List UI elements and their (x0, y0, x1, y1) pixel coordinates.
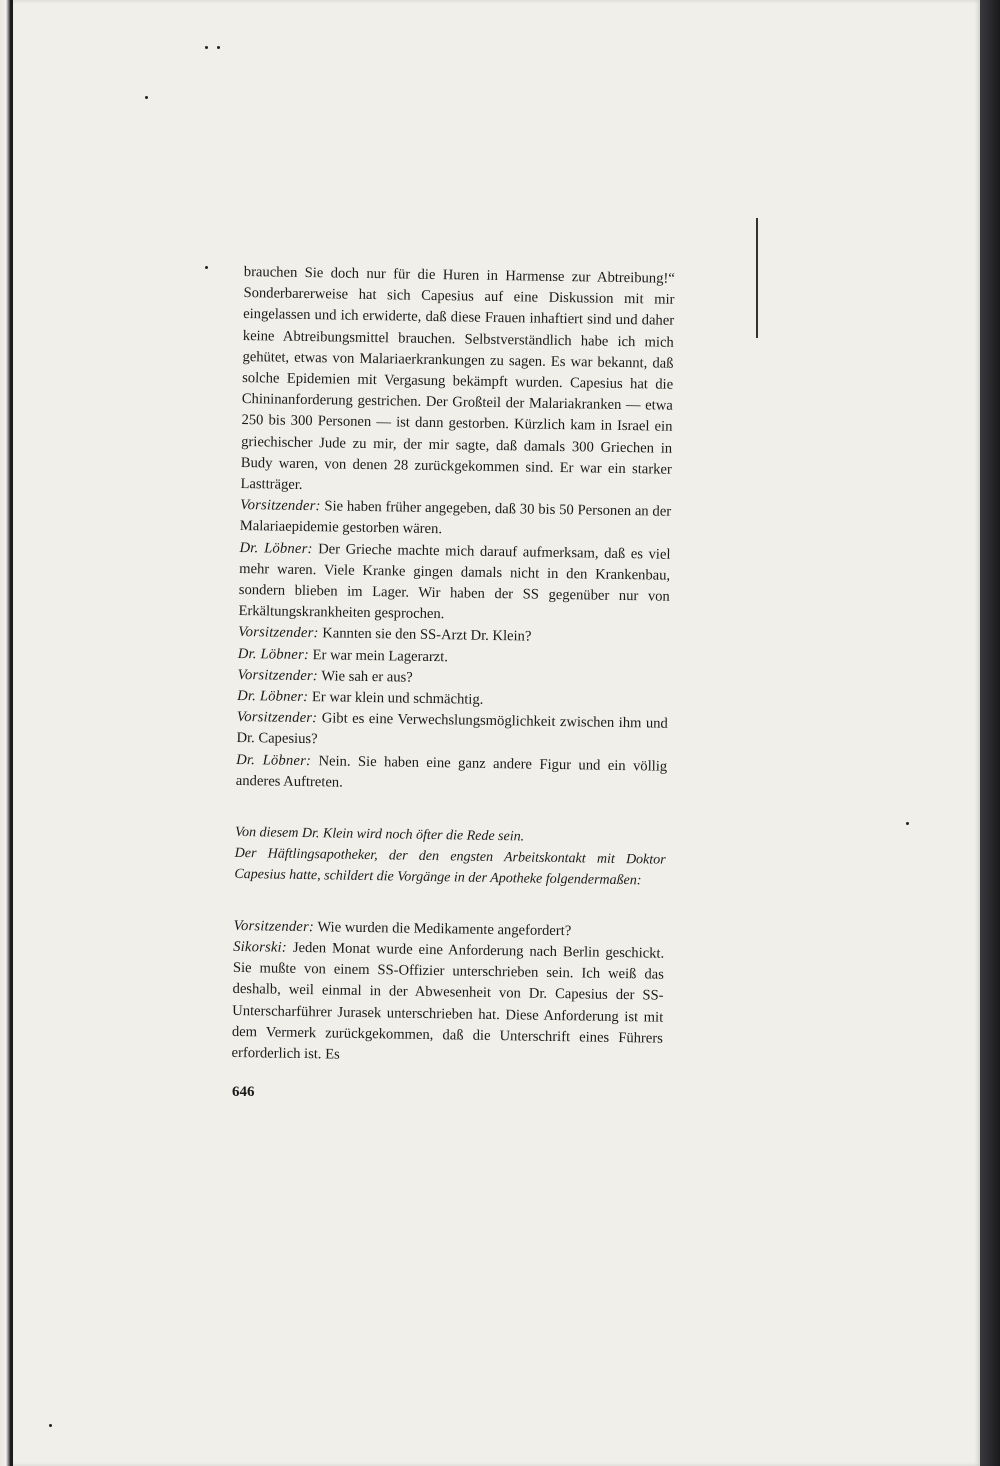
dialogue-line (236, 707, 668, 756)
speaker-label: Vorsitzender: (236, 709, 318, 727)
speaker-label: Dr. Löbner: (237, 688, 309, 706)
dialogue-text: Sie haben früher angegeben, daß 30 bis 50 Personen an der Malariaepidemie gestorben wären. (239, 498, 672, 538)
dialogue-line (238, 538, 670, 630)
speaker-label: Vorsitzender: (233, 917, 315, 935)
dialogue-text: Jeden Monat wurde eine Anforderung nach Berlin geschickt. Sie mußte von einem SS-Offizier unterschrieben sein. Ich weiß das deshalb, weil einmal in der Abwesenheit von Dr. Capesius der SS-Unterscharführer Jurasek unterschrieben hat. Diese Anforderung ist mit dem Vermerk zurückgekommen, daß die Unterschrift eines Führers erforderlich ist. Es (231, 939, 665, 1063)
speck (205, 46, 208, 49)
speaker-label: Dr. Löbner: (236, 751, 312, 769)
dialogue-text: Er war klein und schmächtig. (311, 689, 484, 708)
adjacent-page-edge (0, 0, 10, 1466)
speaker-label: Dr. Löbner: (239, 539, 313, 557)
dialogue-text: Der Grieche machte mich darauf aufmerksam, daß es viel mehr waren. Viele Kranke gingen damals nicht in den Krankenbau, sondern blieben im Lager. Wir haben der SS gegenüber nur von Erkältungskrankheiten gesprochen. (238, 540, 671, 623)
dialogue-line (240, 495, 672, 544)
speck (145, 96, 148, 99)
dialogue-text: Nein. Sie haben eine ganz andere Figur und ein völlig anderes Auftreten. (235, 752, 668, 791)
speaker-label: Vorsitzender: (238, 624, 319, 642)
margin-mark (756, 218, 758, 338)
speaker-label: Sikorski: (233, 938, 288, 956)
speck (49, 1424, 52, 1427)
narration-line: Der Häftlingsapotheker, der den engsten Arbeitskontakt mit Doktor Capesius hatte, schildert die Vorgänge in der Apotheke folgendermaßen: (234, 846, 666, 889)
dialogue-text: Wie wurden die Medikamente angefordert? (317, 918, 572, 939)
speaker-label: Vorsitzender: (237, 666, 319, 685)
dialogue-text: Wie sah er aus? (321, 668, 413, 686)
dialogue-text: Gibt es eine Verwechslungsmöglichkeit zwischen ihm und Dr. Capesius? (236, 710, 668, 748)
speaker-label: Dr. Löbner: (237, 645, 310, 663)
dialogue-line (231, 937, 664, 1071)
scan-right-edge (980, 0, 1000, 1466)
dialogue-text: Er war mein Lagerarzt. (312, 646, 449, 665)
page-number: 646 (232, 1084, 255, 1100)
main-text (231, 262, 675, 1071)
speck (906, 822, 909, 825)
dialogue-line (236, 750, 668, 799)
speaker-label: Vorsitzender: (240, 497, 321, 515)
paragraph-opening: brauchen Sie doch nur für die Huren in Harmense zur Abtreibung!“ Sonderbarerweise hat sich Capesius auf eine Diskussion mit mir eingelassen und ich erwiderte, daß diese Frauen inhaftiert sind und daher keine Abtreibungsmittel brauchen. Selbstverständlich habe ich mich gehütet, etwas von Malariaerkrankungen zu sagen. Es war bekannt, daß solche Epidemien mit Vergasung bekämpft wurden. Capesius hat die Chininanforderung gestrichen. Der Großteil der Malariakranken — etwa 250 bis 300 Personen — ist dann gestorben. Kürzlich kam in Israel ein griechischer Jude zu mir, der mir sagte, daß damals 300 Griechen in Budy waren, von denen 28 zurückgekommen sind. Er war ein starker Lastträger. (240, 263, 675, 493)
dialogue-text: Kannten sie den SS-Arzt Dr. Klein? (322, 625, 532, 646)
speck (217, 46, 220, 49)
narration-line: Von diesem Dr. Klein wird noch öfter die Rede sein. (234, 825, 525, 845)
speck (205, 266, 208, 269)
